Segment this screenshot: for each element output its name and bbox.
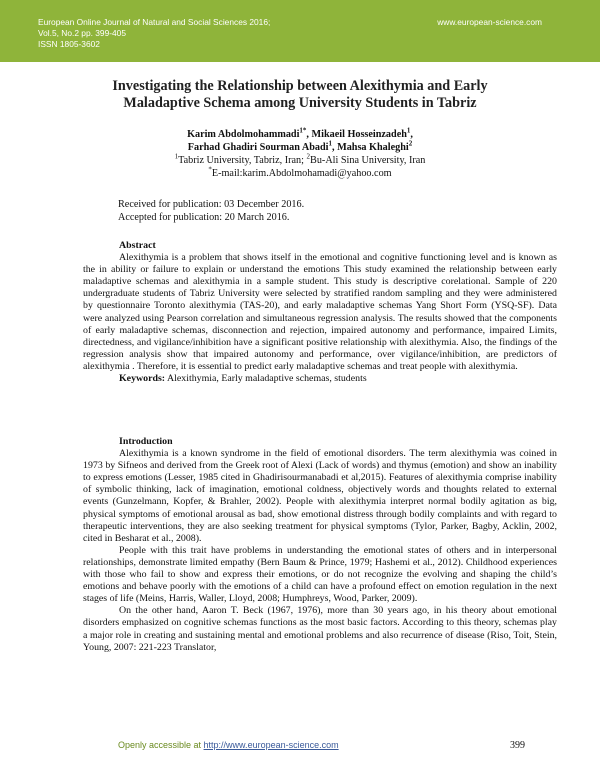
- introduction-paragraph-1: Alexithymia is a known syndrome in the field of emotional disorders. The term alexithymia was coined in 1973 by Sifneos and derived from the Greek root of Alexi (Lack of words) and thymus (emotion) and show an inability to express emotions (Lesser, 1985 cited in Ghadirisourmanabadi et al,2015). Features of alexithymia comprise inability of symbolic thinking, lack of imagination, emotional coldness, objectively words and thoughts related to external events (Gunzelmann, Kopfer, & Brahler, 2002). People with alexithymia interpret normal bodily agitation as big, physical symptoms of emotional arousal as bad, show emotional distress through bodily complaints and with regard to therapeutic interventions, they are also seeking treatment for physical symptoms (Tylor, Parker, Bagby, Acklin, 2002, cited in Besharat et al., 2008).: [83, 448, 557, 544]
- keywords-text: Alexithymia, Early maladaptive schemas, students: [167, 373, 367, 385]
- introduction-paragraph-2: People with this trait have problems in understanding the emotional states of others and in interpersonal relationships, demonstrate limited empathy (Bern Baum & Prince, 1979; Hashemi et al., 2012). Childhood experiences with those who fail to show and express their emotions, or do not recognize the evolving and shaping the child’s emotions and behave poorly with the emotions of a child can have a profound effect on emotion regulation in the next stages of life (Meins, Harris, Waller, Lloyd, 2008; Humphreys, Wood, Parker, 2009).: [83, 544, 557, 605]
- journal-volume: Vol.5, No.2 pp. 399-405: [38, 28, 127, 38]
- journal-name: European Online Journal of Natural and Social Sciences 2016;: [38, 17, 271, 27]
- keywords-label: Keywords:: [119, 373, 166, 385]
- paper-title-line-2: Maladaptive Schema among University Students in Tabriz: [123, 95, 477, 111]
- authors-line-2: Farhad Ghadiri Sourman Abadi$^1$, Mahsa Khaleghi$^2$: [187, 139, 413, 153]
- abstract-heading: Abstract: [119, 240, 156, 251]
- footer-access: [118, 740, 339, 750]
- affiliations: $^1$Tabriz University, Tabriz, Iran; $^2$Bu-Ali Sina University, Iran: [174, 152, 426, 166]
- journal-info: [38, 17, 270, 50]
- footer-link[interactable]: http://www.european-science.com: [203, 740, 339, 750]
- journal-website[interactable]: www.european-science.com: [437, 17, 542, 27]
- journal-header-band: [0, 0, 600, 62]
- introduction-heading: Introduction: [119, 436, 173, 447]
- introduction-section: [83, 436, 557, 654]
- paper-title: [60, 78, 540, 112]
- accepted-date: Accepted for publication: 20 March 2016.: [118, 212, 290, 223]
- abstract-text: Alexithymia is a problem that shows itself in the emotional and cognitive functioning level and is known as the in ability or failure to explain or understand the emotions This study examined the relationship between early maladaptive schemas and alexithymia in a sample student. This study is descriptive corelational. Sample of 220 undergraduate students of Tabriz University were selected by stratified random sampling and they were administered by questionnaire Toronto alexithymia (TAS-20), and early maladaptive schemas Yang Short Form (YSQ-SF). Data were analyzed using Pearson correlation and simultaneous regression analysis. The results showed that the components of early maladaptive schemas, disconnection and rejection, impaired autonomy and performance, impaired Limits, directedness, and vigilance/inhibition have a significant positive relationship with alexithymia. Also, the findings of the regression analysis show that impaired autonomy and performance, over vigilance/inhibition, are predictors of alexithymia . Therefore, it is essential to predict early maladaptive schemas and treat people with alexithymia.: [83, 252, 557, 372]
- paper-title-line-1: Investigating the Relationship between Alexithymia and Early: [112, 78, 488, 94]
- footer-open-text: Openly accessible at: [118, 740, 204, 750]
- page-number: 399: [510, 740, 525, 751]
- received-date: Received for publication: 03 December 2016.: [118, 199, 305, 210]
- authors-line-1: Karim Abdolmohammadi$^{1*}$, Mikaeil Hosseinzadeh$^1$,: [187, 126, 413, 140]
- journal-issn: ISSN 1805-3602: [38, 39, 100, 49]
- author-block: [60, 128, 540, 180]
- publication-dates: [118, 198, 304, 224]
- keywords: [83, 373, 557, 385]
- corresponding-email: *E-mail:karim.Abdolmohamadi@yahoo.com: [208, 165, 392, 179]
- introduction-paragraph-3: On the other hand, Aaron T. Beck (1967, 1976), more than 30 years ago, in his theory about emotional disorders emphasized on cognitive schemas functions as the most basic factors. According to this theory, schemas play a major role in creating and sustaining mental and emotional problems and also recurrence of disease (Riso, Toit, Stein, Young, 2007: 221-223 Translator,: [83, 605, 557, 653]
- abstract-section: [83, 240, 557, 385]
